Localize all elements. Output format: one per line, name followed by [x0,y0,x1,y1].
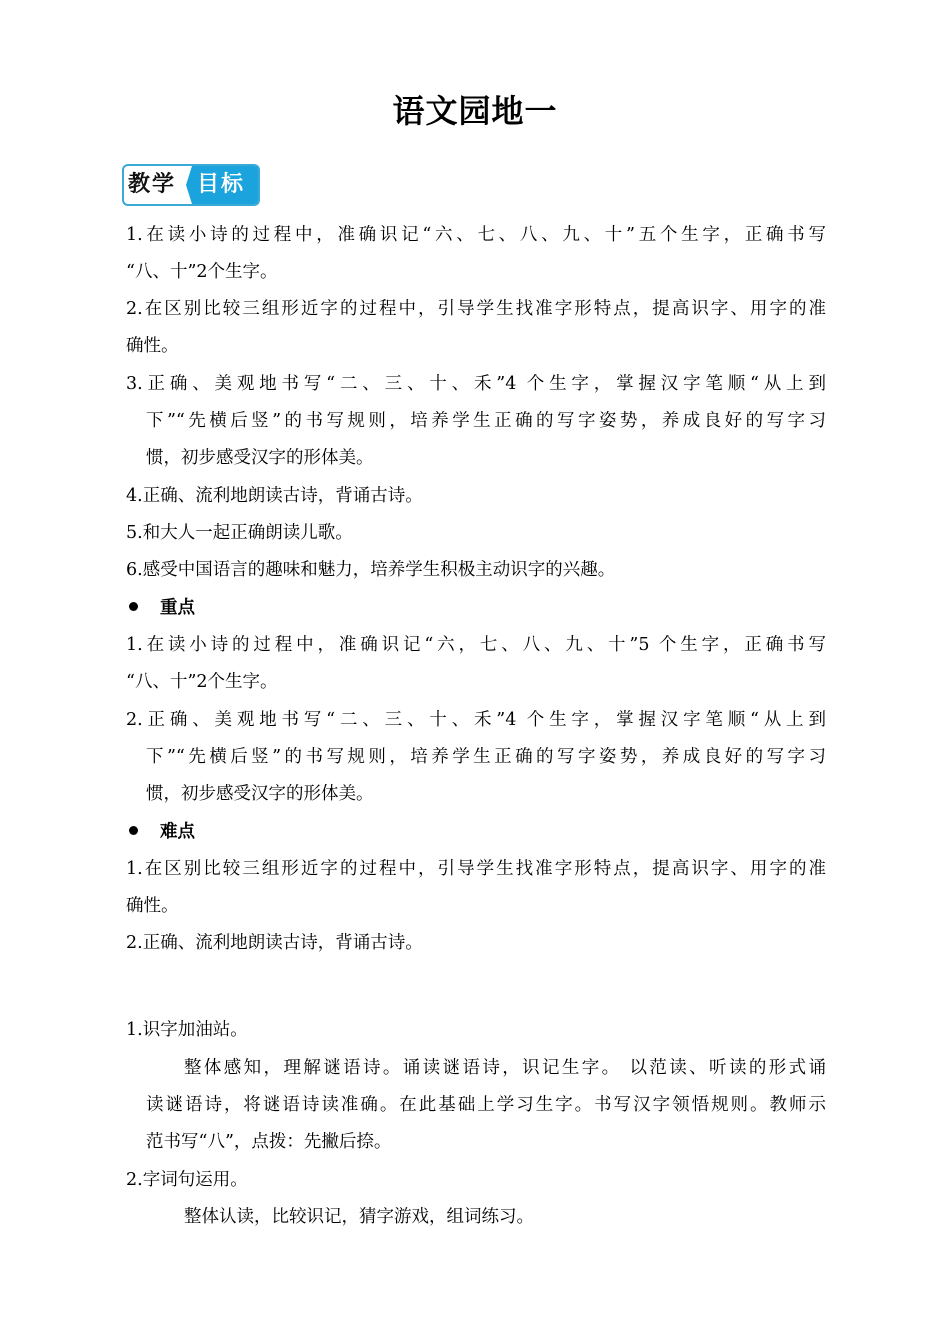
goal-6: 6.感受中国语言的趣味和魅力，培养学生积极主动识字的兴趣。 [126,560,616,580]
teaching-goals-badge [122,163,260,207]
goal-3-line-2: 下”“先横后竖”的书写规则，培养学生正确的写字姿势，养成良好的写字习 [146,411,826,431]
bullet-icon [129,602,138,611]
difficult-points-heading [126,820,195,844]
section-1-heading: 1.识字加油站。 [126,1020,248,1040]
section-1-para-line-2: 读谜语诗，将谜语诗读准确。在此基础上学习生字。书写汉字领悟规则。教师示 [146,1095,826,1115]
bullet-icon [129,826,138,835]
section-2-para-line-1: 整体认读，比较识记，猜字游戏，组词练习。 [184,1207,534,1227]
key-1-line-2: “八、十”2个生字。 [126,672,278,692]
difficult-1-line-2: 确性。 [126,896,179,916]
goal-5: 5.和大人一起正确朗读儿歌。 [126,523,353,543]
badge-label-teaching: 教学 [128,172,177,197]
goal-1-line-1: 1.在读小诗的过程中，准确识记“六、七、八、九、十”五个生字，正确书写 [126,225,826,245]
goal-3-line-1: 3.正确、美观地书写“二、三、十、禾”4 个生字，掌握汉字笔顺“从上到 [126,374,826,394]
goal-4: 4.正确、流利地朗读古诗，背诵古诗。 [126,486,423,506]
key-points-label: 重点 [160,598,195,618]
section-2-heading: 2.字词句运用。 [126,1170,248,1190]
key-2-line-3: 惯，初步感受汉字的形体美。 [146,784,374,804]
difficult-1-line-1: 1.在区别比较三组形近字的过程中，引导学生找准字形特点，提高识字、用字的准 [126,859,826,879]
goal-2-line-2: 确性。 [126,336,179,356]
goal-2-line-1: 2.在区别比较三组形近字的过程中，引导学生找准字形特点，提高识字、用字的准 [126,299,826,319]
goal-3-line-3: 惯，初步感受汉字的形体美。 [146,448,374,468]
goal-1-line-2: “八、十”2个生字。 [126,262,278,282]
key-points-heading [126,596,195,620]
key-2-line-2: 下”“先横后竖”的书写规则，培养学生正确的写字姿势，养成良好的写字习 [146,747,826,767]
page-title: 语文园地一 [392,92,558,130]
section-1-para-line-1: 整体感知，理解谜语诗。诵读谜语诗，识记生字。 以范读、听读的形式诵 [184,1058,826,1078]
difficult-2: 2.正确、流利地朗读古诗，背诵古诗。 [126,933,423,953]
badge-label-goals: 目标 [197,172,246,197]
key-1-line-1: 1.在读小诗的过程中，准确识记“六，七、八、九、十”5 个生字，正确书写 [126,635,826,655]
difficult-points-label: 难点 [160,822,195,842]
key-2-line-1: 2.正确、美观地书写“二、三、十、禾”4 个生字，掌握汉字笔顺“从上到 [126,710,826,730]
section-1-para-line-3: 范书写“八”，点拨：先撇后捺。 [146,1132,392,1152]
